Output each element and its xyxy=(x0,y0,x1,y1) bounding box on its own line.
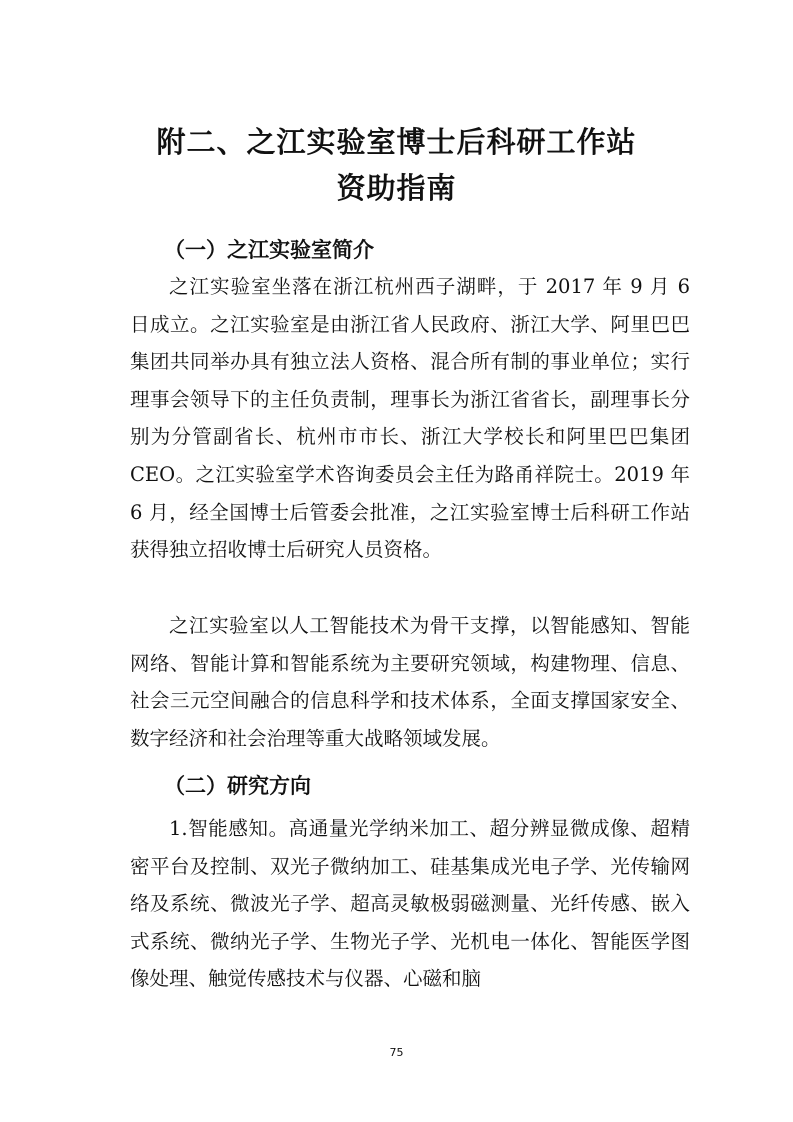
section-heading-introduction: （一）之江实验室简介 xyxy=(164,238,374,262)
page-number: 75 xyxy=(389,1046,404,1059)
document-title-line-2: 资助指南 xyxy=(336,171,457,205)
paragraph-intelligent-sensing: 1.智能感知。高通量光学纳米加工、超分辨显微成像、超精密平台及控制、双光子微纳加工、硅基集成光电子学、光传输网络及系统、微波光子学、超高灵敏极弱磁测量、光纤传感、嵌入式系统、微纳光子学、生物光子学、光机电一体化、智能医学图像处理、触觉传感技术与仪器、心磁和脑 xyxy=(130,817,690,991)
paragraph-introduction: 之江实验室坐落在浙江杭州西子湖畔，于 2017 年 9 月 6 日成立。之江实验室是由浙江省人民政府、浙江大学、阿里巴巴集团共同举办具有独立法人资格、混合所有制的事业单位；实行理事会领导下的主任负责制，理事长为浙江省省长，副理事长分别为分管副省长、杭州市市长、浙江大学校长和阿里巴巴集团 CEO。之江实验室学术咨询委员会主任为路甬祥院士。2019 年 6 月，经全国博士后管委会批准，之江实验室博士后科研工作站获得独立招收博士后研究人员资格。 xyxy=(130,275,690,562)
section-heading-research-directions: （二）研究方向 xyxy=(164,774,311,798)
document-title-line-1: 附二、之江实验室博士后科研工作站 xyxy=(156,125,637,159)
paragraph-research-focus: 之江实验室以人工智能技术为骨干支撑，以智能感知、智能网络、智能计算和智能系统为主要研究领域，构建物理、信息、社会三元空间融合的信息科学和技术体系，全面支撑国家安全、数字经济和社会治理等重大战略领域发展。 xyxy=(130,614,690,750)
